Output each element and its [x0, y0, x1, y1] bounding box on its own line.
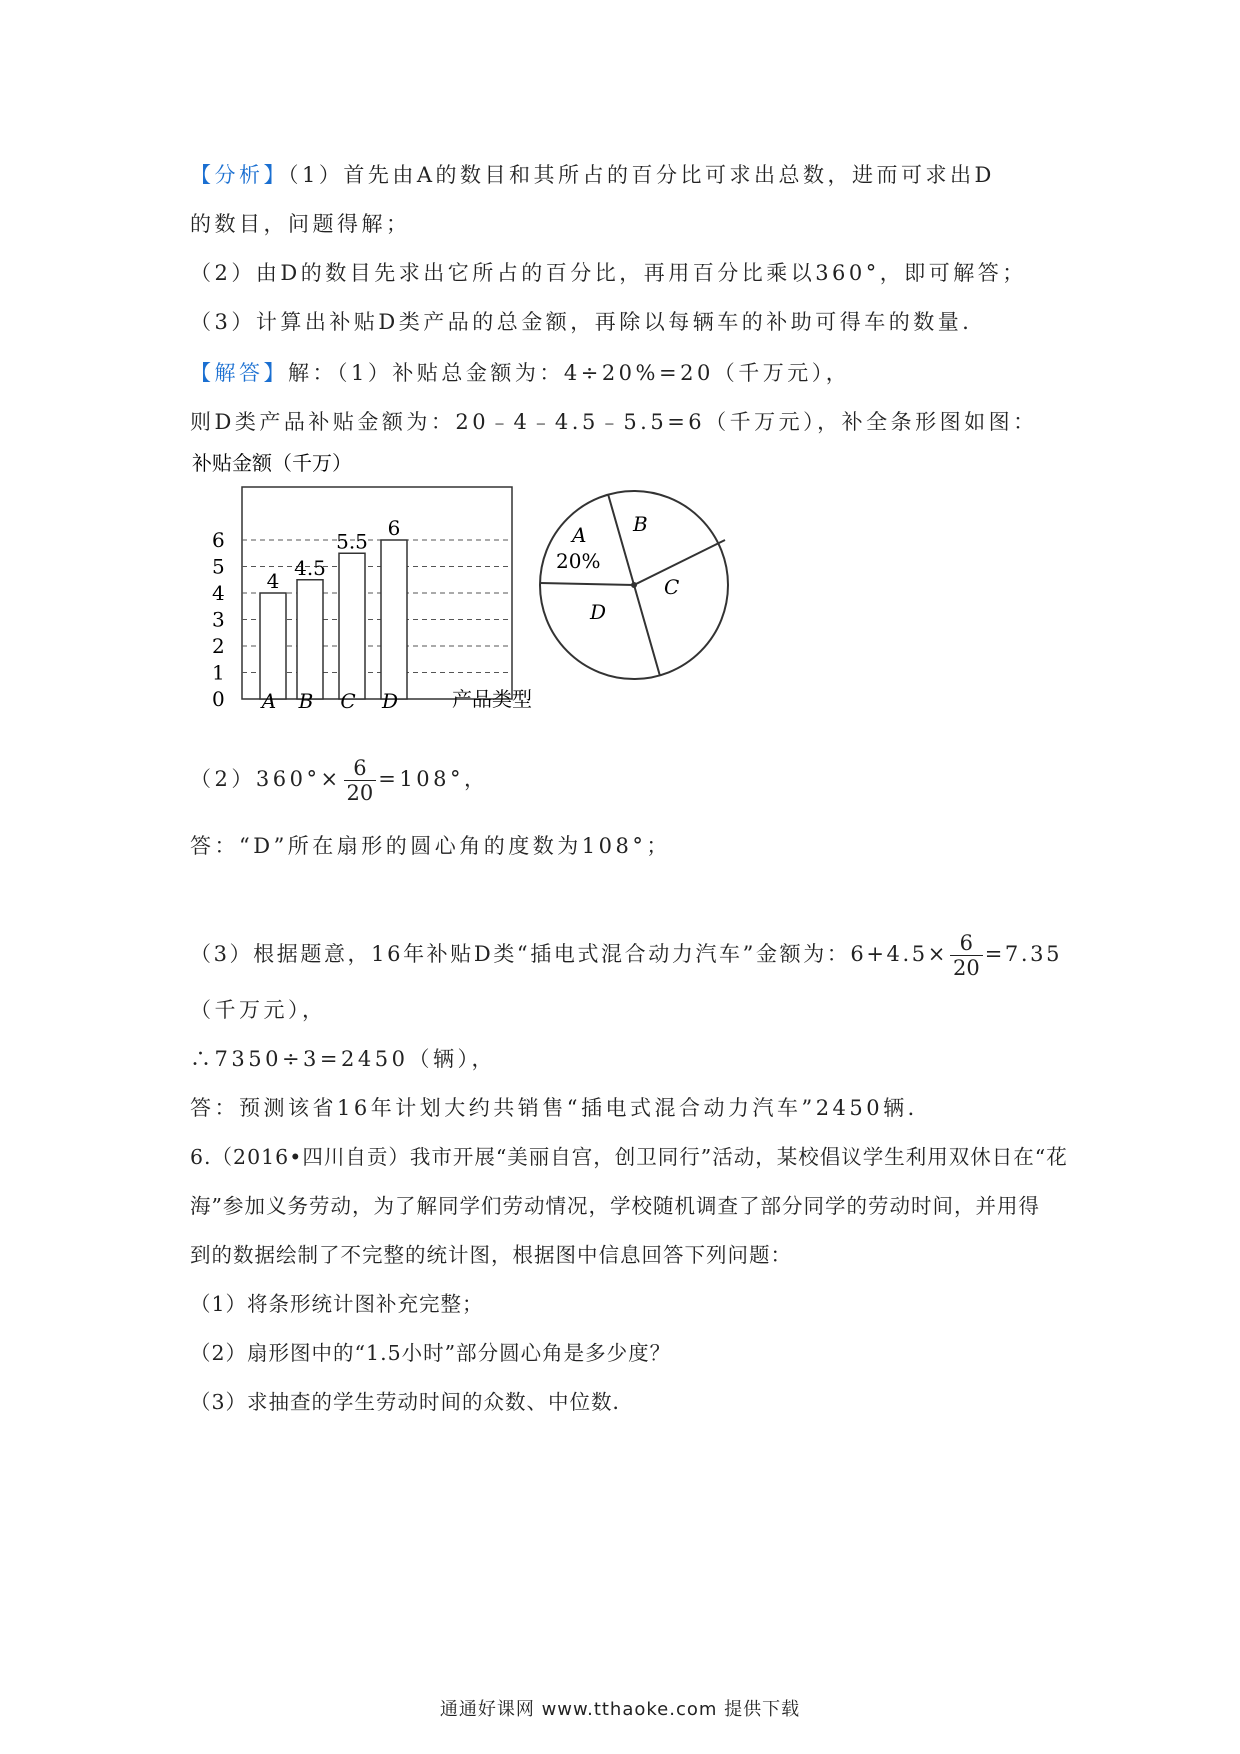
- pie-divider-1: [540, 583, 634, 585]
- x-tick-A: A: [261, 689, 277, 713]
- bar-C: [339, 553, 365, 699]
- answer-text-1: 解：（1）补贴总金额为：4÷20%=20（千万元），: [288, 361, 851, 385]
- solution-2-suffix: =108°，: [378, 767, 489, 791]
- bar-chart: [190, 450, 550, 714]
- problem-6-line-1: 6.（2016•四川自贡）我市开展“美丽自宫，创卫同行”活动，某校倡议学生利用双休日在“花: [190, 1145, 1068, 1169]
- answer-tag: 【解答】: [190, 361, 288, 385]
- solution-3-numerator: 6: [959, 931, 973, 955]
- answer-line-2: 则D类产品补贴金额为：20﹣4﹣4.5﹣5.5=6（千万元），补全条形图如图：: [190, 410, 1038, 434]
- pie-annotation-a: 20%: [556, 549, 601, 573]
- analysis-text-1: （1）首先由A的数目和其所占的百分比可求出总数，进而可求出D: [288, 163, 995, 187]
- y-tick-1: 1: [212, 660, 225, 685]
- solution-3-denominator: 20: [950, 955, 983, 980]
- bar-chart-xlabel: 产品类型: [452, 687, 532, 711]
- bar-chart-ylabel: 补贴金额（千万）: [192, 451, 352, 475]
- pie-divider-3: [634, 540, 725, 585]
- solution-3-line: [190, 931, 1062, 980]
- x-tick-D: D: [381, 689, 399, 713]
- solution-3-answer: 答：预测该省16年计划大约共销售“插电式混合动力汽车”2450辆．: [190, 1096, 933, 1120]
- bar-value-C: 5.5: [336, 529, 368, 554]
- pie-chart: [534, 485, 734, 685]
- y-tick-3: 3: [212, 607, 225, 632]
- y-tick-6: 6: [212, 528, 225, 552]
- bar-value-A: 4: [266, 569, 280, 593]
- solution-2-fraction: [344, 756, 377, 805]
- x-tick-C: C: [340, 689, 356, 713]
- y-tick-0: 0: [212, 687, 225, 711]
- solution-2-line: [190, 756, 488, 805]
- solution-2-prefix: （2）360°×: [190, 767, 342, 791]
- y-tick-5: 5: [212, 554, 225, 579]
- analysis-tag: 【分析】: [190, 163, 288, 187]
- answer-line-1: [190, 358, 850, 388]
- solution-3-fraction: [950, 931, 983, 980]
- pie-label-a: A: [572, 523, 587, 547]
- bar-value-D: 6: [387, 516, 401, 540]
- problem-6-question-3: （3）求抽查的学生劳动时间的众数、中位数．: [190, 1390, 635, 1414]
- pie-label-c: C: [664, 575, 680, 599]
- pie-divider-4: [634, 585, 660, 676]
- pie-center: [631, 582, 637, 588]
- analysis-line-4: （3）计算出补贴D类产品的总金额，再除以每辆车的补助可得车的数量．: [190, 310, 987, 334]
- pie-label-d: D: [590, 600, 607, 624]
- x-tick-B: B: [298, 689, 314, 713]
- solution-3-suffix: =7.35: [984, 942, 1063, 966]
- problem-6-line-3: 到的数据绘制了不完整的统计图，根据图中信息回答下列问题：: [190, 1243, 792, 1267]
- bar-B: [297, 580, 323, 699]
- bar-D: [381, 540, 407, 699]
- bar-A: [260, 593, 286, 699]
- solution-3-prefix: （3）根据题意，16年补贴D类“插电式混合动力汽车”金额为：6+4.5×: [190, 942, 948, 966]
- y-tick-4: 4: [212, 581, 225, 605]
- bar-value-B: 4.5: [294, 555, 326, 580]
- pie-divider-2: [608, 494, 634, 585]
- problem-6-question-2: （2）扇形图中的“1.5小时”部分圆心角是多少度？: [190, 1341, 672, 1365]
- solution-2-numerator: 6: [353, 756, 367, 780]
- analysis-line-3: （2）由D的数目先求出它所占的百分比，再用百分比乘以360°，即可解答；: [190, 261, 1027, 285]
- pie-label-b: B: [633, 512, 648, 536]
- problem-6-question-1: （1）将条形统计图补充完整；: [190, 1292, 484, 1316]
- y-tick-2: 2: [212, 634, 225, 658]
- solution-3-calc: ∴7350÷3=2450（辆），: [190, 1047, 496, 1071]
- solution-3-unit: （千万元），: [190, 998, 327, 1022]
- page-footer: 通通好课网 www.tthaoke.com 提供下载: [439, 1699, 801, 1720]
- analysis-line-1: [190, 160, 995, 190]
- problem-6-line-2: 海”参加义务劳动，为了解同学们劳动情况，学校随机调查了部分同学的劳动时间，并用得: [190, 1194, 1040, 1218]
- solution-2-denominator: 20: [344, 780, 377, 805]
- solution-2-answer: 答：“D”所在扇形的圆心角的度数为108°；: [190, 834, 671, 858]
- analysis-line-2: 的数目，问题得解；: [190, 212, 411, 236]
